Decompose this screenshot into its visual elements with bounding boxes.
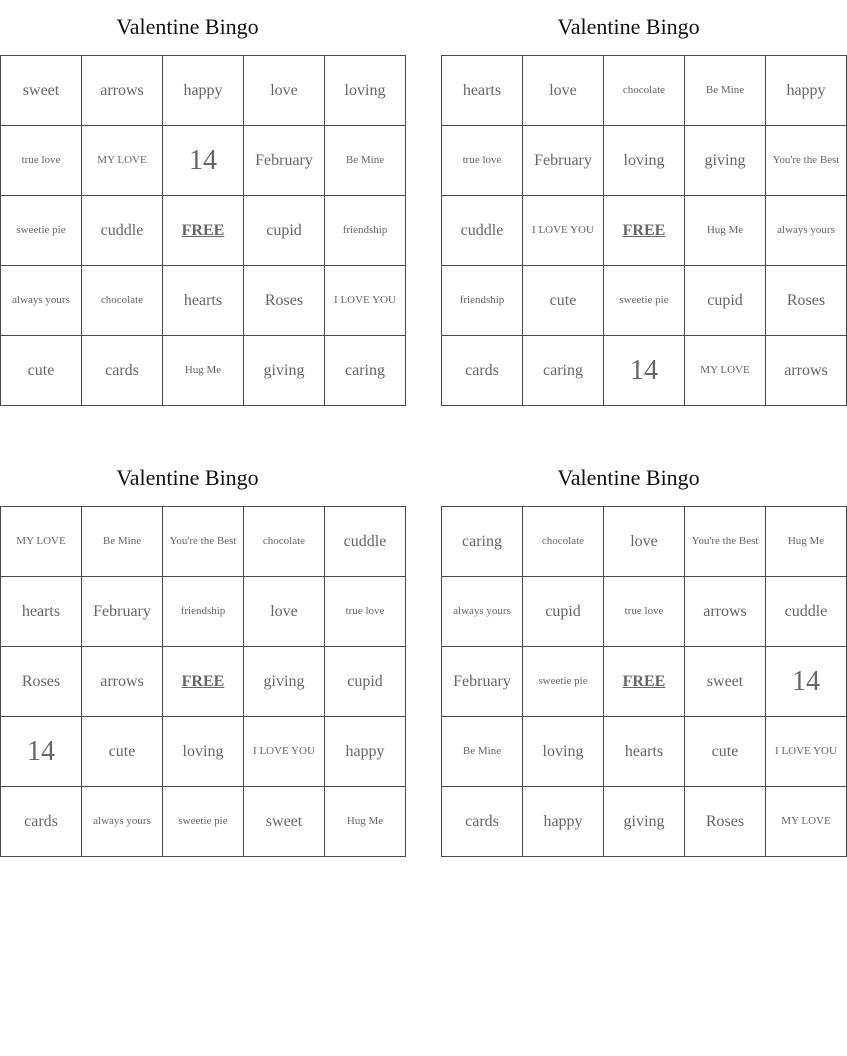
bingo-cell: You're the Best (685, 507, 766, 577)
bingo-cell: 14 (604, 336, 685, 406)
free-cell: FREE (163, 196, 244, 266)
bingo-cell: hearts (163, 266, 244, 336)
bingo-card-2 (441, 0, 840, 406)
bingo-cell: happy (163, 56, 244, 126)
bingo-cell: You're the Best (163, 507, 244, 577)
bingo-cell: cute (523, 266, 604, 336)
bingo-cell: arrows (685, 577, 766, 647)
bingo-cell: always yours (766, 196, 847, 266)
grid-row (1, 787, 406, 857)
bingo-cell: Roses (1, 647, 82, 717)
bingo-cell: happy (325, 717, 406, 787)
bingo-cell: Hug Me (766, 507, 847, 577)
bingo-cell: cuddle (766, 577, 847, 647)
bingo-cell: I LOVE YOU (244, 717, 325, 787)
grid-row (1, 266, 406, 336)
bingo-cell: chocolate (523, 507, 604, 577)
grid-row (442, 577, 847, 647)
bingo-cell: cupid (325, 647, 406, 717)
bingo-cell: MY LOVE (766, 787, 847, 857)
bingo-cell: always yours (442, 577, 523, 647)
bingo-cell: true love (1, 126, 82, 196)
bingo-cell: Roses (766, 266, 847, 336)
grid-row (1, 336, 406, 406)
bingo-grid (441, 55, 847, 406)
bingo-cell: true love (325, 577, 406, 647)
bingo-cell: cupid (523, 577, 604, 647)
bingo-grid (0, 506, 406, 857)
free-cell: FREE (604, 647, 685, 717)
bingo-cell: happy (766, 56, 847, 126)
grid-row (1, 126, 406, 196)
bingo-cell: friendship (442, 266, 523, 336)
bingo-cell: Be Mine (325, 126, 406, 196)
grid-row (442, 266, 847, 336)
bingo-cell: sweet (685, 647, 766, 717)
bingo-cell: cuddle (325, 507, 406, 577)
bingo-cell: giving (244, 336, 325, 406)
bingo-cell: chocolate (604, 56, 685, 126)
bingo-cell: cute (82, 717, 163, 787)
grid-row (442, 647, 847, 717)
bingo-cell: Be Mine (685, 56, 766, 126)
bingo-cell: love (244, 577, 325, 647)
grid-row (442, 336, 847, 406)
grid-row (1, 507, 406, 577)
grid-row (1, 717, 406, 787)
bingo-cell: cards (82, 336, 163, 406)
bingo-cell: arrows (766, 336, 847, 406)
bingo-cell: loving (325, 56, 406, 126)
bingo-cell: true love (604, 577, 685, 647)
bingo-cell: caring (523, 336, 604, 406)
bingo-cell: cute (685, 717, 766, 787)
bingo-cell: Hug Me (163, 336, 244, 406)
bingo-cell: caring (442, 507, 523, 577)
grid-row (442, 196, 847, 266)
card-title: Valentine Bingo (116, 465, 259, 490)
bingo-cell: Roses (244, 266, 325, 336)
bingo-cell: always yours (1, 266, 82, 336)
bingo-cell: I LOVE YOU (766, 717, 847, 787)
bingo-card-3 (0, 451, 387, 857)
bingo-cell: giving (604, 787, 685, 857)
bingo-cell: You're the Best (766, 126, 847, 196)
bingo-cell: cards (1, 787, 82, 857)
bingo-cell: sweetie pie (523, 647, 604, 717)
bingo-cell: loving (163, 717, 244, 787)
bingo-cell: cuddle (442, 196, 523, 266)
bingo-cell: always yours (82, 787, 163, 857)
bingo-cell: loving (604, 126, 685, 196)
bingo-cell: hearts (1, 577, 82, 647)
bingo-cell: love (523, 56, 604, 126)
grid-row (442, 126, 847, 196)
bingo-cell: 14 (766, 647, 847, 717)
free-cell: FREE (604, 196, 685, 266)
bingo-cell: MY LOVE (82, 126, 163, 196)
bingo-cell: February (82, 577, 163, 647)
bingo-cell: sweetie pie (163, 787, 244, 857)
bingo-cell: caring (325, 336, 406, 406)
bingo-cell: Be Mine (442, 717, 523, 787)
card-title: Valentine Bingo (116, 14, 259, 39)
bingo-cell: MY LOVE (1, 507, 82, 577)
bingo-cell: hearts (604, 717, 685, 787)
bingo-cell: 14 (1, 717, 82, 787)
bingo-cell: Roses (685, 787, 766, 857)
bingo-grid (0, 55, 406, 406)
grid-row (1, 577, 406, 647)
bingo-cell: arrows (82, 647, 163, 717)
bingo-cell: giving (685, 126, 766, 196)
grid-row (442, 717, 847, 787)
bingo-cell: cupid (244, 196, 325, 266)
grid-row (442, 56, 847, 126)
bingo-cell: February (523, 126, 604, 196)
bingo-cell: true love (442, 126, 523, 196)
bingo-cell: February (442, 647, 523, 717)
bingo-cell: I LOVE YOU (325, 266, 406, 336)
bingo-cell: happy (523, 787, 604, 857)
bingo-cell: Hug Me (325, 787, 406, 857)
bingo-cell: cards (442, 787, 523, 857)
bingo-cell: cards (442, 336, 523, 406)
free-cell: FREE (163, 647, 244, 717)
bingo-cell: sweetie pie (604, 266, 685, 336)
bingo-cell: giving (244, 647, 325, 717)
bingo-cell: chocolate (82, 266, 163, 336)
bingo-cell: friendship (163, 577, 244, 647)
bingo-cell: sweetie pie (1, 196, 82, 266)
bingo-cell: MY LOVE (685, 336, 766, 406)
bingo-cell: arrows (82, 56, 163, 126)
bingo-cell: love (244, 56, 325, 126)
bingo-cell: cute (1, 336, 82, 406)
bingo-cell: February (244, 126, 325, 196)
bingo-cell: I LOVE YOU (523, 196, 604, 266)
bingo-grid (441, 506, 847, 857)
bingo-cell: hearts (442, 56, 523, 126)
card-title: Valentine Bingo (557, 14, 700, 39)
bingo-cell: cupid (685, 266, 766, 336)
grid-row (1, 647, 406, 717)
bingo-cell: sweet (1, 56, 82, 126)
bingo-card-1 (0, 0, 396, 406)
bingo-cell: Hug Me (685, 196, 766, 266)
grid-row (1, 56, 406, 126)
grid-row (442, 787, 847, 857)
bingo-cell: 14 (163, 126, 244, 196)
bingo-cell: sweet (244, 787, 325, 857)
card-title: Valentine Bingo (557, 465, 700, 490)
bingo-card-4 (441, 451, 837, 857)
bingo-cell: love (604, 507, 685, 577)
grid-row (1, 196, 406, 266)
bingo-cell: loving (523, 717, 604, 787)
bingo-cell: friendship (325, 196, 406, 266)
bingo-cell: cuddle (82, 196, 163, 266)
grid-row (442, 507, 847, 577)
bingo-cell: Be Mine (82, 507, 163, 577)
bingo-cell: chocolate (244, 507, 325, 577)
